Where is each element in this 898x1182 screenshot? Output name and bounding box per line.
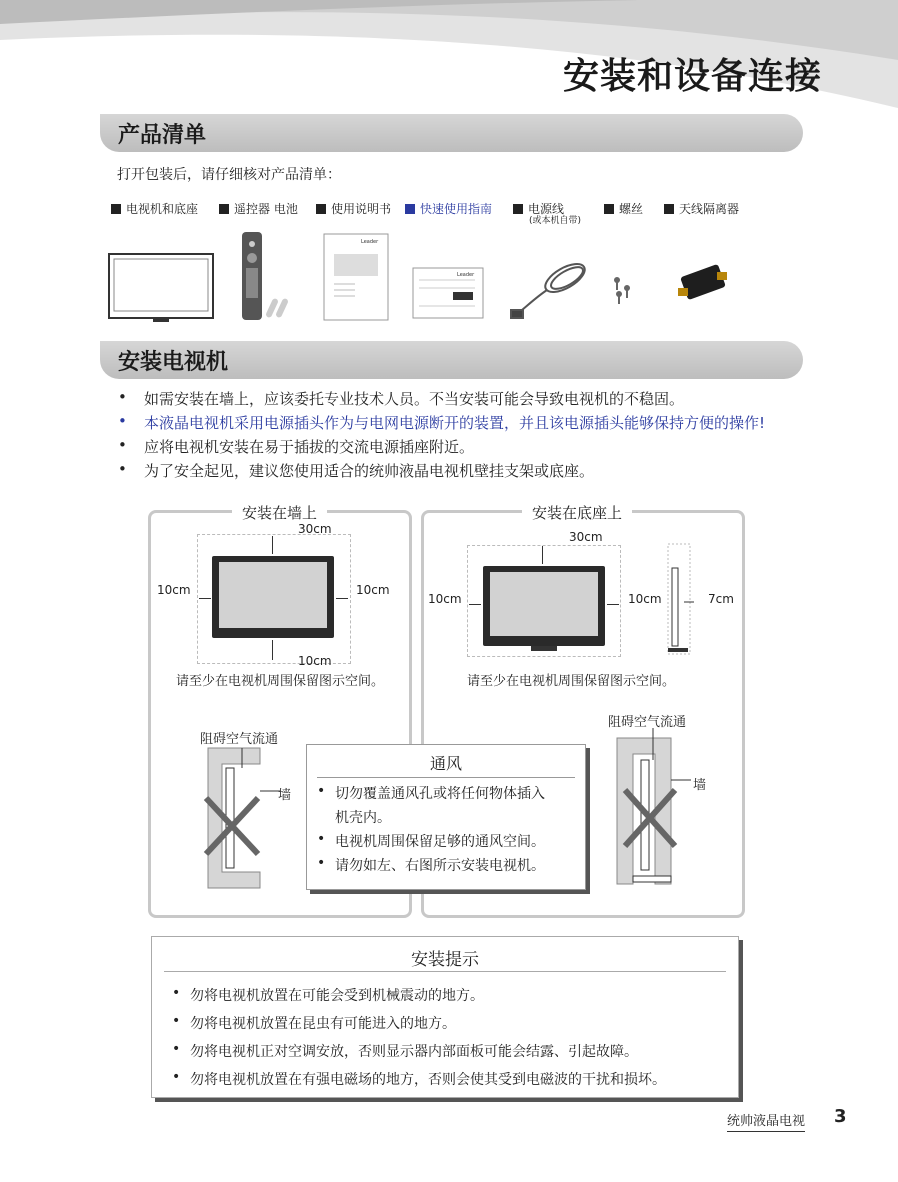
checklist-item	[405, 200, 492, 217]
arrow-right	[336, 598, 348, 599]
tips-title: 安装提示	[411, 950, 479, 970]
tip-text: 勿将电视机放置在昆虫有可能进入的地方。	[190, 1016, 456, 1032]
tip-text: 勿将电视机放置在可能会受到机械震动的地方。	[190, 988, 484, 1004]
wall-panel-title: 安装在墙上	[232, 502, 327, 523]
section-bar-product-list	[100, 114, 803, 152]
clearance-left-label: 10cm	[157, 583, 191, 597]
footer-label: 统帅液晶电视	[727, 1110, 805, 1132]
clearance-caption: 请至少在电视机周围保留图示空间。	[467, 674, 676, 689]
tv-with-stand-image	[109, 254, 213, 322]
bullet-text: 如需安装在墙上，应该委托专业技术人员。不当安装可能会导致电视机的不稳固。	[144, 390, 685, 408]
arrow-bottom	[272, 640, 273, 660]
divider	[164, 971, 726, 972]
clearance-right-label: 10cm	[628, 592, 662, 606]
product-illustrations	[105, 228, 755, 328]
tv-diagram	[483, 566, 605, 646]
guide-brand-text: Leader	[457, 272, 475, 278]
checklist-label: 电源线	[528, 202, 565, 216]
tip-text: 勿将电视机正对空调安放，否则显示器内部面板可能会结露、引起故障。	[190, 1044, 638, 1060]
section-bar-install-tv	[100, 341, 803, 379]
checklist-item	[664, 200, 739, 217]
ventilation-title: 通风	[429, 754, 462, 773]
stand-panel-title: 安装在底座上	[522, 502, 632, 523]
checklist-item	[316, 200, 391, 217]
intro-text: 打开包装后，请仔细核对产品清单：	[117, 167, 341, 183]
bullet-text: 本液晶电视机采用电源插头作为与电网电源断开的装置，并且该电源插头能够保持方便的操作!	[144, 414, 766, 432]
checklist-item	[604, 200, 643, 217]
product-checklist	[111, 200, 811, 226]
manual-brand-text: Leader	[361, 239, 379, 245]
ventilation-box	[306, 744, 586, 890]
quick-guide-image	[413, 268, 483, 318]
arrow-right	[607, 604, 619, 605]
page-title: 安装和设备连接	[562, 56, 822, 97]
user-manual-image	[324, 234, 388, 320]
clearance-side-label: 7cm	[708, 592, 734, 606]
antenna-isolator-image	[678, 264, 727, 300]
divider	[317, 777, 575, 778]
checklist-label: 电视机和底座	[126, 202, 199, 216]
checklist-item	[219, 200, 298, 217]
screws-image	[614, 277, 630, 304]
bullet-text: 应将电视机安装在易于插拔的交流电源插座附近。	[144, 438, 475, 456]
tv-stand-base	[531, 646, 557, 651]
side-view-diagram	[666, 542, 696, 658]
section-title-install-tv: 安装电视机	[118, 350, 229, 375]
checklist-label: 快速使用指南	[420, 202, 493, 216]
checklist-item	[111, 200, 198, 217]
power-cord-image	[511, 258, 589, 318]
blocked-wall-diagram	[196, 746, 296, 908]
arrow-left	[469, 604, 481, 605]
arrow-top	[542, 546, 543, 564]
remote-control-image	[242, 232, 289, 320]
checklist-item	[513, 200, 582, 226]
blocked-stand-diagram	[605, 728, 705, 888]
wall-label: 墙	[693, 778, 707, 793]
clearance-top-label: 30cm	[569, 530, 603, 544]
vent-text: 电视机周围保留足够的通风空间。	[335, 834, 545, 850]
tv-diagram	[212, 556, 334, 638]
wall-label: 墙	[278, 788, 292, 803]
vent-text: 请勿如左、右图所示安装电视机。	[335, 858, 545, 874]
bullet-text: 为了安全起见，建议您使用适合的统帅液晶电视机壁挂支架或底座。	[144, 462, 595, 480]
checklist-note: (或本机自带)	[529, 216, 582, 226]
page-number: 3	[834, 1106, 847, 1127]
clearance-bottom-label: 10cm	[298, 654, 332, 668]
checklist-label: 遥控器 电池	[234, 202, 298, 216]
arrow-top	[272, 536, 273, 554]
clearance-caption: 请至少在电视机周围保留图示空间。	[176, 674, 385, 689]
tip-text: 勿将电视机放置在有强电磁场的地方，否则会使其受到电磁波的干扰和损坏。	[190, 1072, 666, 1088]
checklist-label: 螺丝	[619, 202, 644, 216]
vent-text: 切勿覆盖通风孔或将任何物体插入	[335, 786, 545, 802]
clearance-right-label: 10cm	[356, 583, 390, 597]
blocked-airflow-label: 阻碍空气流通	[200, 732, 279, 747]
arrow-left	[199, 598, 211, 599]
clearance-left-label: 10cm	[428, 592, 462, 606]
vent-text-cont: 机壳内。	[335, 810, 391, 826]
section-title-product-list: 产品清单	[118, 123, 207, 148]
checklist-label: 天线隔离器	[679, 202, 740, 216]
install-tips-box	[151, 936, 739, 1098]
checklist-label: 使用说明书	[331, 202, 392, 216]
clearance-top-label: 30cm	[298, 522, 332, 536]
blocked-airflow-label: 阻碍空气流通	[608, 715, 687, 730]
